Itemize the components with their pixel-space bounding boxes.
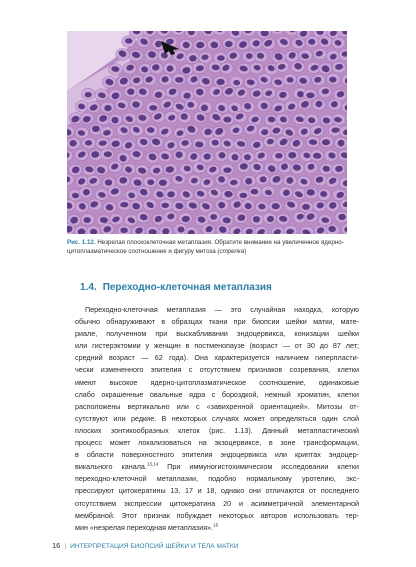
body-line: Переходно-клеточная метаплазия — это случайная находка, которую (85, 305, 359, 314)
section-heading (80, 282, 272, 293)
body-line: расположены вертикально или с «завихренной ориентацией». Митозы от- (75, 401, 359, 411)
body-text (75, 304, 359, 534)
body-line-with-ref (75, 522, 359, 534)
page-number: 16 (52, 541, 61, 550)
body-line: риале, полученном при выскабливании эндоцервикса, конизации шейки (75, 329, 359, 339)
body-line: мембраной. Этот признак побуждает некоторых авторов использовать тер- (75, 510, 359, 520)
body-line: процесс может локализоваться на экзоцервиксе, в зоне трансформации, (75, 438, 359, 448)
body-line: отсутствием экспрессии цитокератина 20 и асимметричной элементарной (75, 498, 359, 508)
body-line: сутствуют или редкие. В некоторых случаях может определяться один слой (75, 413, 359, 423)
body-line: средний возраст — 62 года). Она характеризуется наличием гиперпласти- (75, 353, 359, 363)
caption-label: Рис. 1.12. (67, 239, 96, 246)
caption-text: Незрелая плоскоклеточная метаплазия. Обратите внимание на увеличенное ядерно-цитоплазматическое соотношение и фигуру митоза ( (67, 239, 344, 255)
body-text-span: викального канала. (75, 462, 147, 472)
reference-sup: 13,14 (146, 461, 159, 467)
section-title: Переходно-клеточная метаплазия (102, 282, 272, 293)
page-footer (52, 541, 238, 550)
body-line: слабо окрашенные овальные ядра с бороздкой, нежный хроматин, клетки (75, 389, 359, 399)
micrograph-image (67, 31, 347, 234)
running-title: ИНТЕРПРЕТАЦИЯ БИОПСИЙ ШЕЙКИ И ТЕЛА МАТКИ (70, 543, 239, 550)
body-line: в области поверхностного эпителия эндоцервикса или криптах эндоцер- (75, 450, 359, 460)
body-line: или гистерэктомии у женщин в постменопаузе (возраст — от 30 до 87 лет; (75, 341, 359, 351)
section-number: 1.4. (80, 282, 97, 293)
footer-separator: | (64, 543, 67, 550)
body-line: прессируют цитокератины 13, 17 и 18, однако они отличаются от последнего (75, 486, 359, 496)
body-line: чески измененного эпителия с отсутствием признаков созревания, клетки (75, 365, 359, 375)
body-line: имеют высокое ядерно-цитоплазматическое соотношение, одинаковые (75, 377, 359, 387)
body-text-span: При иммуногистохимическом исследовании клетки (158, 462, 360, 472)
histology-figure (67, 31, 347, 234)
caption-italic: стрелка (219, 248, 245, 255)
body-text-span: мин «незрелая переходная метаплазия». (75, 522, 214, 532)
body-line: обычно обнаруживают в образцах ткани при биопсии шейки матки, мате- (75, 317, 359, 327)
body-line-with-ref (75, 461, 359, 473)
caption-close: ) (244, 248, 247, 255)
figure-caption (67, 238, 363, 256)
body-line: плоских зонтикообразных клеток (рис. 1.13). Данный метапластический (75, 425, 359, 435)
reference-sup: 15 (213, 522, 219, 528)
body-line: переходно-клеточной метаплазии, подобно нормальному уротелию, экс- (75, 474, 359, 484)
